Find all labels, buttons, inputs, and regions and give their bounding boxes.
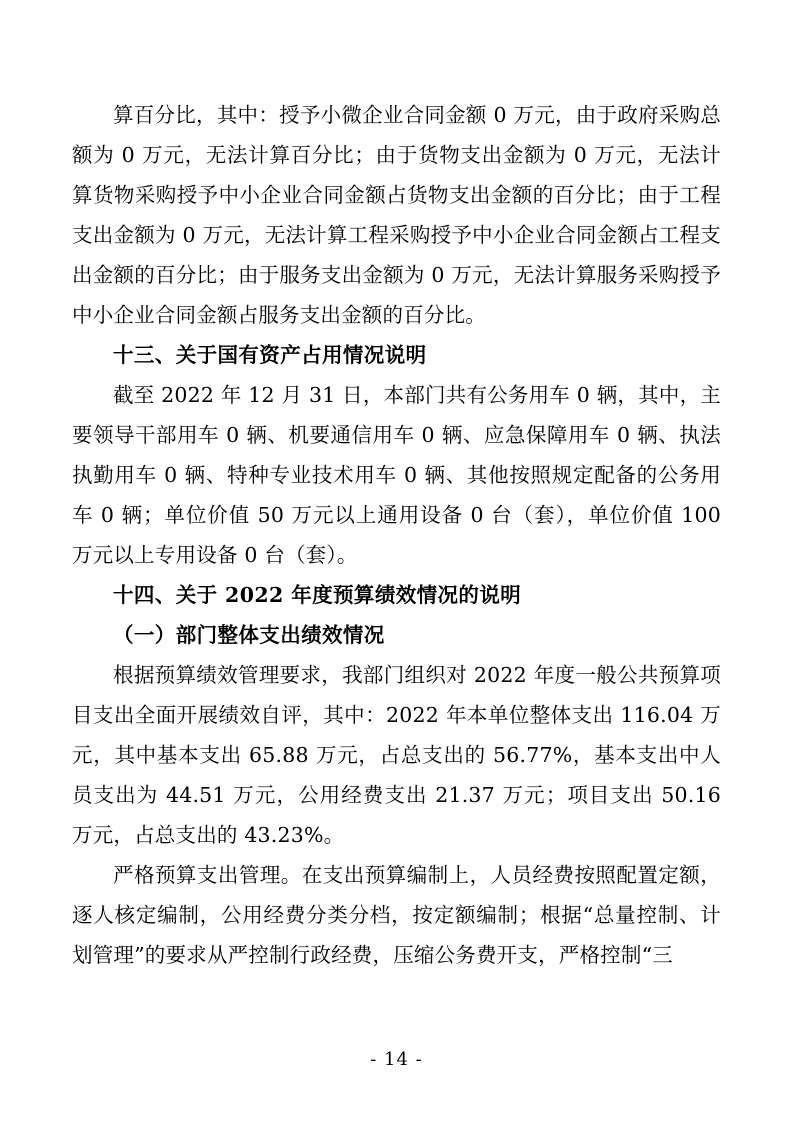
page-number-footer: - 14 - [370, 1049, 423, 1070]
document-body [72, 95, 721, 975]
heading-subsection-one: （一）部门整体支出绩效情况 [113, 623, 385, 647]
heading-section-thirteen: 十三、关于国有资产占用情况说明 [113, 343, 427, 367]
paragraph-state-assets: 截至 2022 年 12 月 31 日，本部门共有公务用车 0 辆，其中，主要领导干部用车 0 辆、机要通信用车 0 辆、应急保障用车 0 辆、执法执勤用车 0 辆、特种专业技术用车 0 辆、其他按照规定配备的公务用车 0 辆；单位价值 50 万元以上通用设备 0 台（套），单位价值 100 万元以上专用设备 0 台（套）。 [72, 383, 721, 567]
paragraph-sme-contract-percentages: 算百分比，其中：授予小微企业合同金额 0 万元，由于政府采购总额为 0 万元，无法计算百分比；由于货物支出金额为 0 万元，无法计算货物采购授予中小企业合同金额占货物支出金额的百分比；由于工程支出金额为 0 万元，无法计算工程采购授予中小企业合同金额占工程支出金额的百分比；由于服务支出金额为 0 万元，无法计算服务采购授予中小企业合同金额占服务支出金额的百分比。 [72, 103, 721, 327]
heading-section-fourteen: 十四、关于 2022 年度预算绩效情况的说明 [113, 583, 522, 607]
paragraph-performance-overview: 根据预算绩效管理要求，我部门组织对 2022 年度一般公共预算项目支出全面开展绩效自评，其中：2022 年本单位整体支出 116.04 万元，其中基本支出 65.88 万元，占总支出的 56.77%，基本支出中人员支出为 44.51 万元，公用经费支出 21.37 万元；项目支出 50.16 万元，占总支出的 43.23%。 [72, 663, 721, 847]
paragraph-budget-management: 严格预算支出管理。在支出预算编制上，人员经费按照配置定额，逐人核定编制，公用经费分类分档，按定额编制；根据“总量控制、计划管理”的要求从严控制行政经费，压缩公务费开支，严格控制“三 [72, 863, 721, 967]
